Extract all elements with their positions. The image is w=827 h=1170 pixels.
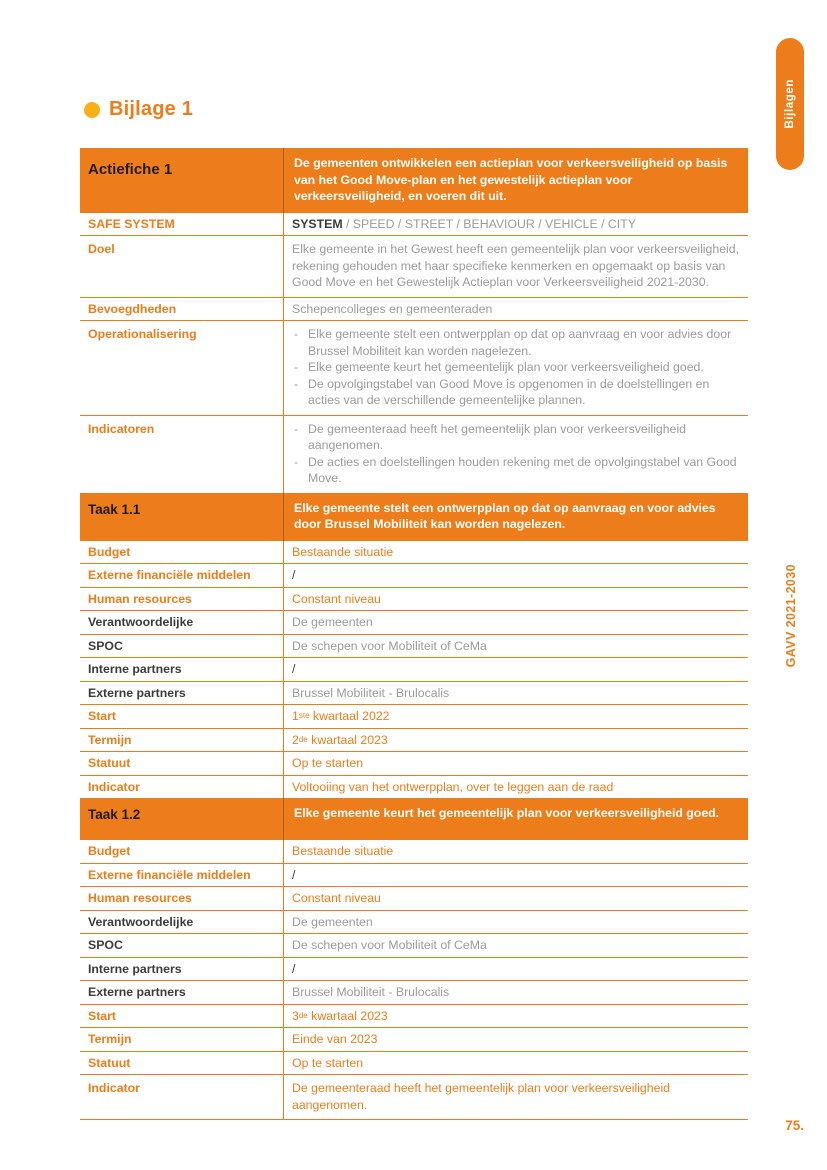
row-value: Voltooiing van het ontwerpplan, over te leggen aan de raad [292,779,614,794]
actiefiche-title-cell [80,148,284,213]
table-row [80,863,748,887]
indicatoren-list [284,416,748,493]
actiefiche-header-row [80,148,748,213]
indicatoren-bullet: - De gemeenteraad heeft het gemeentelijk plan voor verkeersveiligheid aangenomen. [292,421,740,454]
row-label: Termijn [80,1028,284,1051]
table-row [80,933,748,957]
table-row [80,751,748,775]
taak12-header-row [80,798,748,840]
taak11-title: Taak 1.1 [88,501,141,517]
safe-system-rest: / SPEED / STREET / BEHAVIOUR / VEHICLE / CITY [342,216,636,231]
row-label: Human resources [80,588,284,611]
safe-system-values [284,213,748,236]
taak12-description: Elke gemeente keurt het gemeentelijk plan voor verkeersveiligheid goed. [294,806,720,820]
operationalisering-bullet: - De opvolgingstabel van Good Move is opgenomen in de doelstellingen en acties van de verschillende gemeentelijke plannen. [292,376,740,409]
table-row [80,634,748,658]
table-row [80,563,748,587]
row-label: Interne partners [80,658,284,681]
gavv-side-label: GAVV 2021-2030 [784,564,798,668]
row-label: Statuut [80,752,284,775]
table-row [80,1074,748,1119]
row-value: Constant niveau [292,891,381,905]
row-value: Op te starten [292,756,364,770]
table-row [80,587,748,611]
row-value: De gemeenteraad heeft het gemeentelijk plan voor verkeersveiligheid aangenomen. [292,1081,671,1112]
table-row [80,1027,748,1051]
row-value: / [292,961,296,976]
page-heading [84,98,193,121]
row-label: Interne partners [80,958,284,981]
taak12-title-cell [80,798,284,840]
table-row [80,704,748,728]
bijlagen-side-tab [776,38,804,170]
row-value: 1 ste kwartaal 2022 [292,709,390,723]
doel-text: Elke gemeente in het Gewest heeft een gemeentelijk plan voor verkeersveiligheid, rekening gehouden met haar specifieke kenmerken en opgemaakt op basis van Good Move en het Gewestelijk Actieplan voor Verkeersveiligheid 2021-2030. [292,242,740,289]
ring-bullet-icon [84,102,100,118]
page-title: Bijlage 1 [109,98,194,120]
row-value: / [292,867,296,882]
safe-system-label: SAFE SYSTEM [80,213,284,236]
row-label: Human resources [80,887,284,910]
table-row [80,1004,748,1028]
row-value: Op te starten [292,1055,364,1070]
table-row [80,728,748,752]
operationalisering-row [80,320,748,415]
row-label: Externe financiële middelen [80,864,284,887]
row-value: Einde van 2023 [292,1032,378,1046]
row-label: Externe partners [80,981,284,1004]
row-label: Termijn [80,729,284,752]
taak12-title: Taak 1.2 [88,807,141,822]
page-number: 75. [785,1118,804,1133]
row-label: Budget [80,840,284,863]
row-label: Start [80,1005,284,1028]
row-label: Indicator [80,776,284,799]
table-row [80,957,748,981]
row-label: SPOC [80,635,284,658]
actiefiche-description: De gemeenten ontwikkelen een actieplan voor verkeersveiligheid op basis van het Good Move-plan en het gewestelijk actieplan voor verkeersveiligheid, en voeren dit uit. [294,156,728,203]
table-row [80,886,748,910]
table-row [80,775,748,799]
operationalisering-bullet: - Elke gemeente keurt het gemeentelijk plan voor verkeersveiligheid goed. [292,359,740,376]
safe-system-primary: SYSTEM [292,216,343,231]
row-label: Verantwoordelijke [80,611,284,634]
actiefiche-title: Actiefiche 1 [88,161,173,178]
row-label: Externe financiële middelen [80,564,284,587]
indicatoren-label: Indicatoren [80,416,284,493]
row-label: Verantwoordelijke [80,911,284,934]
row-value: / [292,662,296,676]
actiefiche-table [80,148,748,1120]
table-row [80,681,748,705]
operationalisering-bullet: - Elke gemeente stelt een ontwerpplan op dat op aanvraag en voor advies door Brussel Mobiliteit kan worden nagelezen. [292,326,740,359]
bevoegdheden-text: Schepencolleges en gemeenteraden [292,301,493,316]
row-value: De schepen voor Mobiliteit of CeMa [292,938,487,952]
row-value: Brussel Mobiliteit - Brulocalis [292,685,450,700]
row-value: Brussel Mobiliteit - Brulocalis [292,985,450,999]
row-value: Bestaande situatie [292,844,394,858]
indicatoren-bullet: - De acties en doelstellingen houden rekening met de opvolgingstabel van Good Move. [292,454,740,487]
doel-label: Doel [80,236,284,297]
table-row [80,610,748,634]
bevoegdheden-label: Bevoegdheden [80,298,284,321]
table-row [80,657,748,681]
row-value: / [292,568,296,582]
taak11-title-cell [80,493,284,541]
row-label: Externe partners [80,682,284,705]
row-value: De schepen voor Mobiliteit of CeMa [292,638,487,653]
row-label: Indicator [80,1075,284,1119]
row-label: Statuut [80,1052,284,1075]
row-value: Constant niveau [292,591,381,606]
row-value: De gemeenten [292,914,373,929]
table-row [80,840,748,863]
row-value: 3 de kwartaal 2023 [292,1008,388,1023]
taak11-description: Elke gemeente stelt een ontwerpplan op dat op aanvraag en voor advies door Brussel Mobiliteit kan worden nagelezen. [294,500,716,531]
table-row [80,910,748,934]
row-value: 2 de kwartaal 2023 [292,732,388,747]
table-row [80,1051,748,1075]
bevoegdheden-row [80,297,748,321]
operationalisering-list [284,321,748,415]
safe-system-row [80,213,748,236]
operationalisering-label: Operationalisering [80,321,284,415]
row-value: Bestaande situatie [292,544,394,559]
row-label: Budget [80,541,284,564]
side-tab-label: Bijlagen [784,79,796,129]
row-value: De gemeenten [292,615,373,629]
table-row [80,980,748,1004]
taak11-header-row [80,493,748,541]
row-label: SPOC [80,934,284,957]
table-row [80,541,748,564]
doel-row [80,235,748,297]
indicatoren-row [80,415,748,493]
row-label: Start [80,705,284,728]
